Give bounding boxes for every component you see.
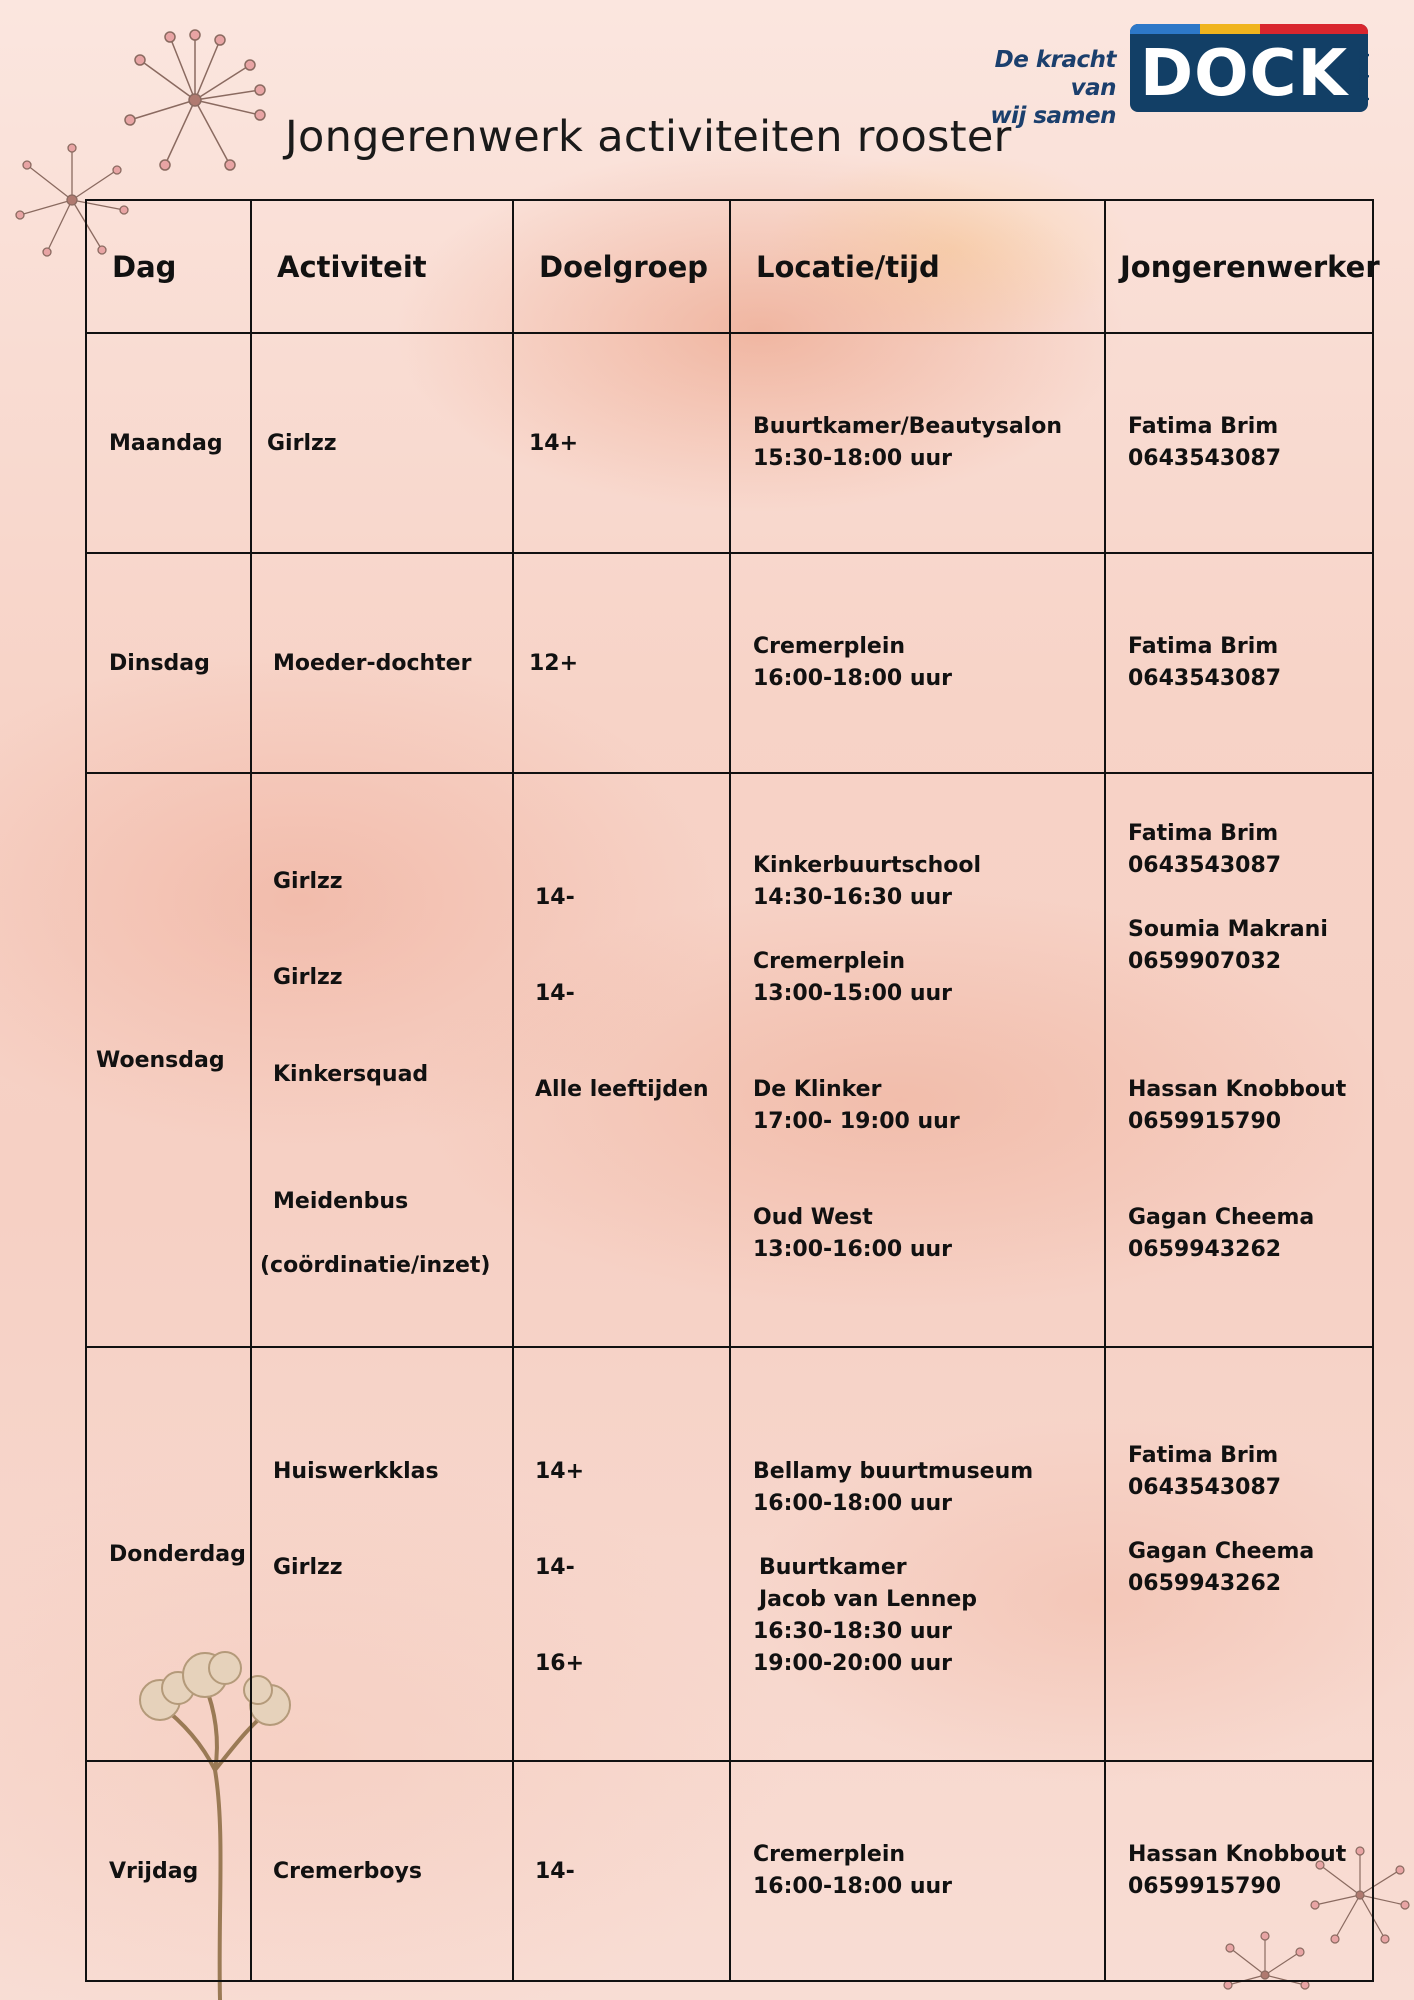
locatie-naam: Oud West — [753, 1205, 873, 1230]
cell-locatie — [730, 553, 1105, 773]
werker-telefoon: 0643543087 — [1128, 1475, 1282, 1500]
doelgroep-item: 14- — [535, 981, 575, 1006]
schedule-table — [85, 199, 1380, 1982]
row-vrijdag — [86, 1761, 1373, 1981]
logo-bar-blue — [1130, 24, 1200, 34]
cell-dag: Woensdag — [86, 773, 251, 1347]
header-locatie: Locatie/tijd — [730, 200, 1105, 333]
doelgroep-item: 14- — [535, 1555, 575, 1580]
cell-locatie — [730, 1347, 1105, 1761]
werker-naam: Fatima Brim — [1128, 821, 1279, 846]
row-dinsdag — [86, 553, 1373, 773]
werker-telefoon: 0643543087 — [1128, 853, 1282, 878]
cell-dag: Dinsdag — [86, 553, 251, 773]
werker-naam: Gagan Cheema — [1128, 1539, 1315, 1564]
cell-werker — [1105, 1761, 1373, 1981]
locatie-naam: De Klinker — [753, 1077, 882, 1102]
row-donderdag — [86, 1347, 1373, 1761]
locatie-tijd: 13:00-16:00 uur — [753, 1237, 953, 1262]
werker-naam: Hassan Knobbout — [1128, 1077, 1347, 1102]
page-title: Jongerenwerk activiteiten rooster — [285, 112, 1012, 162]
locatie-tijd: 13:00-15:00 uur — [753, 981, 953, 1006]
tagline-line-1: De kracht van — [994, 47, 1116, 101]
activiteit-item: Girlzz — [273, 965, 343, 990]
werker-telefoon: 0659915790 — [1128, 1109, 1282, 1134]
activiteit-item: Huiswerkklas — [273, 1459, 439, 1484]
locatie-tijd: 14:30-16:30 uur — [753, 885, 953, 910]
activiteit-item: Girlzz — [273, 869, 343, 894]
cell-doelgroep: 12+ — [513, 553, 730, 773]
cell-werker — [1105, 333, 1373, 553]
werker-telefoon: 0659943262 — [1128, 1237, 1282, 1262]
tagline-line-2: wij samen — [990, 103, 1116, 129]
dock-logo — [950, 22, 1390, 129]
logo-text: DOCK — [1140, 37, 1349, 111]
row-woensdag — [86, 773, 1373, 1347]
werker-naam: Fatima Brim — [1128, 414, 1279, 439]
locatie-naam: Jacob van Lennep — [759, 1587, 978, 1612]
locatie-naam: Buurtkamer/Beautysalon — [753, 414, 1062, 439]
header-activiteit: Activiteit — [251, 200, 513, 333]
header-jongerenwerker: Jongerenwerker — [1105, 200, 1373, 333]
activiteit-item: (coördinatie/inzet) — [260, 1253, 491, 1278]
cell-locatie — [730, 773, 1105, 1347]
doelgroep-item: 16+ — [535, 1651, 585, 1676]
cell-activiteit — [251, 773, 513, 1347]
cell-activiteit: Girlzz — [251, 333, 513, 553]
cell-locatie — [730, 1761, 1105, 1981]
header-doelgroep: Doelgroep — [513, 200, 730, 333]
doelgroep-item: 14- — [535, 885, 575, 910]
werker-telefoon: 0659943262 — [1128, 1571, 1282, 1596]
logo-box — [1130, 24, 1368, 112]
werker-naam: Fatima Brim — [1128, 1443, 1279, 1468]
cell-dag: Donderdag — [86, 1347, 251, 1761]
werker-naam: Fatima Brim — [1128, 634, 1279, 659]
cell-dag: Maandag — [86, 333, 251, 553]
locatie-naam: Bellamy buurtmuseum — [753, 1459, 1034, 1484]
cell-doelgroep — [513, 1347, 730, 1761]
cell-activiteit: Moeder-dochter — [251, 553, 513, 773]
locatie-naam: Cremerplein — [753, 634, 906, 659]
werker-telefoon: 0659915790 — [1128, 1874, 1282, 1899]
cell-locatie — [730, 333, 1105, 553]
locatie-tijd: 17:00- 19:00 uur — [753, 1109, 960, 1134]
doelgroep-item: Alle leeftijden — [535, 1077, 709, 1102]
activiteit-item: Kinkersquad — [273, 1062, 429, 1087]
cell-werker — [1105, 773, 1373, 1347]
werker-telefoon: 0643543087 — [1128, 666, 1282, 691]
logo-bar-yellow — [1200, 24, 1260, 34]
locatie-naam: Kinkerbuurtschool — [753, 853, 982, 878]
cell-doelgroep — [513, 773, 730, 1347]
row-maandag — [86, 333, 1373, 553]
activiteit-item: Meidenbus — [273, 1189, 409, 1214]
cell-doelgroep: 14+ — [513, 333, 730, 553]
locatie-tijd: 16:00-18:00 uur — [753, 1491, 953, 1516]
locatie-tijd: 16:00-18:00 uur — [753, 666, 953, 691]
locatie-naam: Cremerplein — [753, 949, 906, 974]
werker-telefoon: 0659907032 — [1128, 949, 1282, 974]
locatie-tijd: 15:30-18:00 uur — [753, 446, 953, 471]
cell-dag: Vrijdag — [86, 1761, 251, 1981]
cell-werker — [1105, 553, 1373, 773]
locatie-naam: Cremerplein — [753, 1842, 906, 1867]
locatie-tijd: 16:30-18:30 uur — [753, 1619, 953, 1644]
cell-activiteit — [251, 1347, 513, 1761]
activiteit-item: Girlzz — [273, 1555, 343, 1580]
logo-bar-red — [1260, 24, 1368, 34]
cell-activiteit: Cremerboys — [251, 1761, 513, 1981]
werker-naam: Gagan Cheema — [1128, 1205, 1315, 1230]
locatie-naam: Buurtkamer — [759, 1555, 907, 1580]
header-dag: Dag — [86, 200, 251, 333]
cell-werker — [1105, 1347, 1373, 1761]
logo-side-text: dock.nl — [1355, 48, 1370, 102]
header-row — [86, 200, 1373, 333]
locatie-tijd: 19:00-20:00 uur — [753, 1651, 953, 1676]
werker-naam: Hassan Knobbout — [1128, 1842, 1347, 1867]
locatie-tijd: 16:00-18:00 uur — [753, 1874, 953, 1899]
cell-doelgroep: 14- — [513, 1761, 730, 1981]
flower-decoration-top-left — [120, 25, 270, 175]
werker-telefoon: 0643543087 — [1128, 446, 1282, 471]
doelgroep-item: 14+ — [535, 1459, 585, 1484]
werker-naam: Soumia Makrani — [1128, 917, 1328, 942]
